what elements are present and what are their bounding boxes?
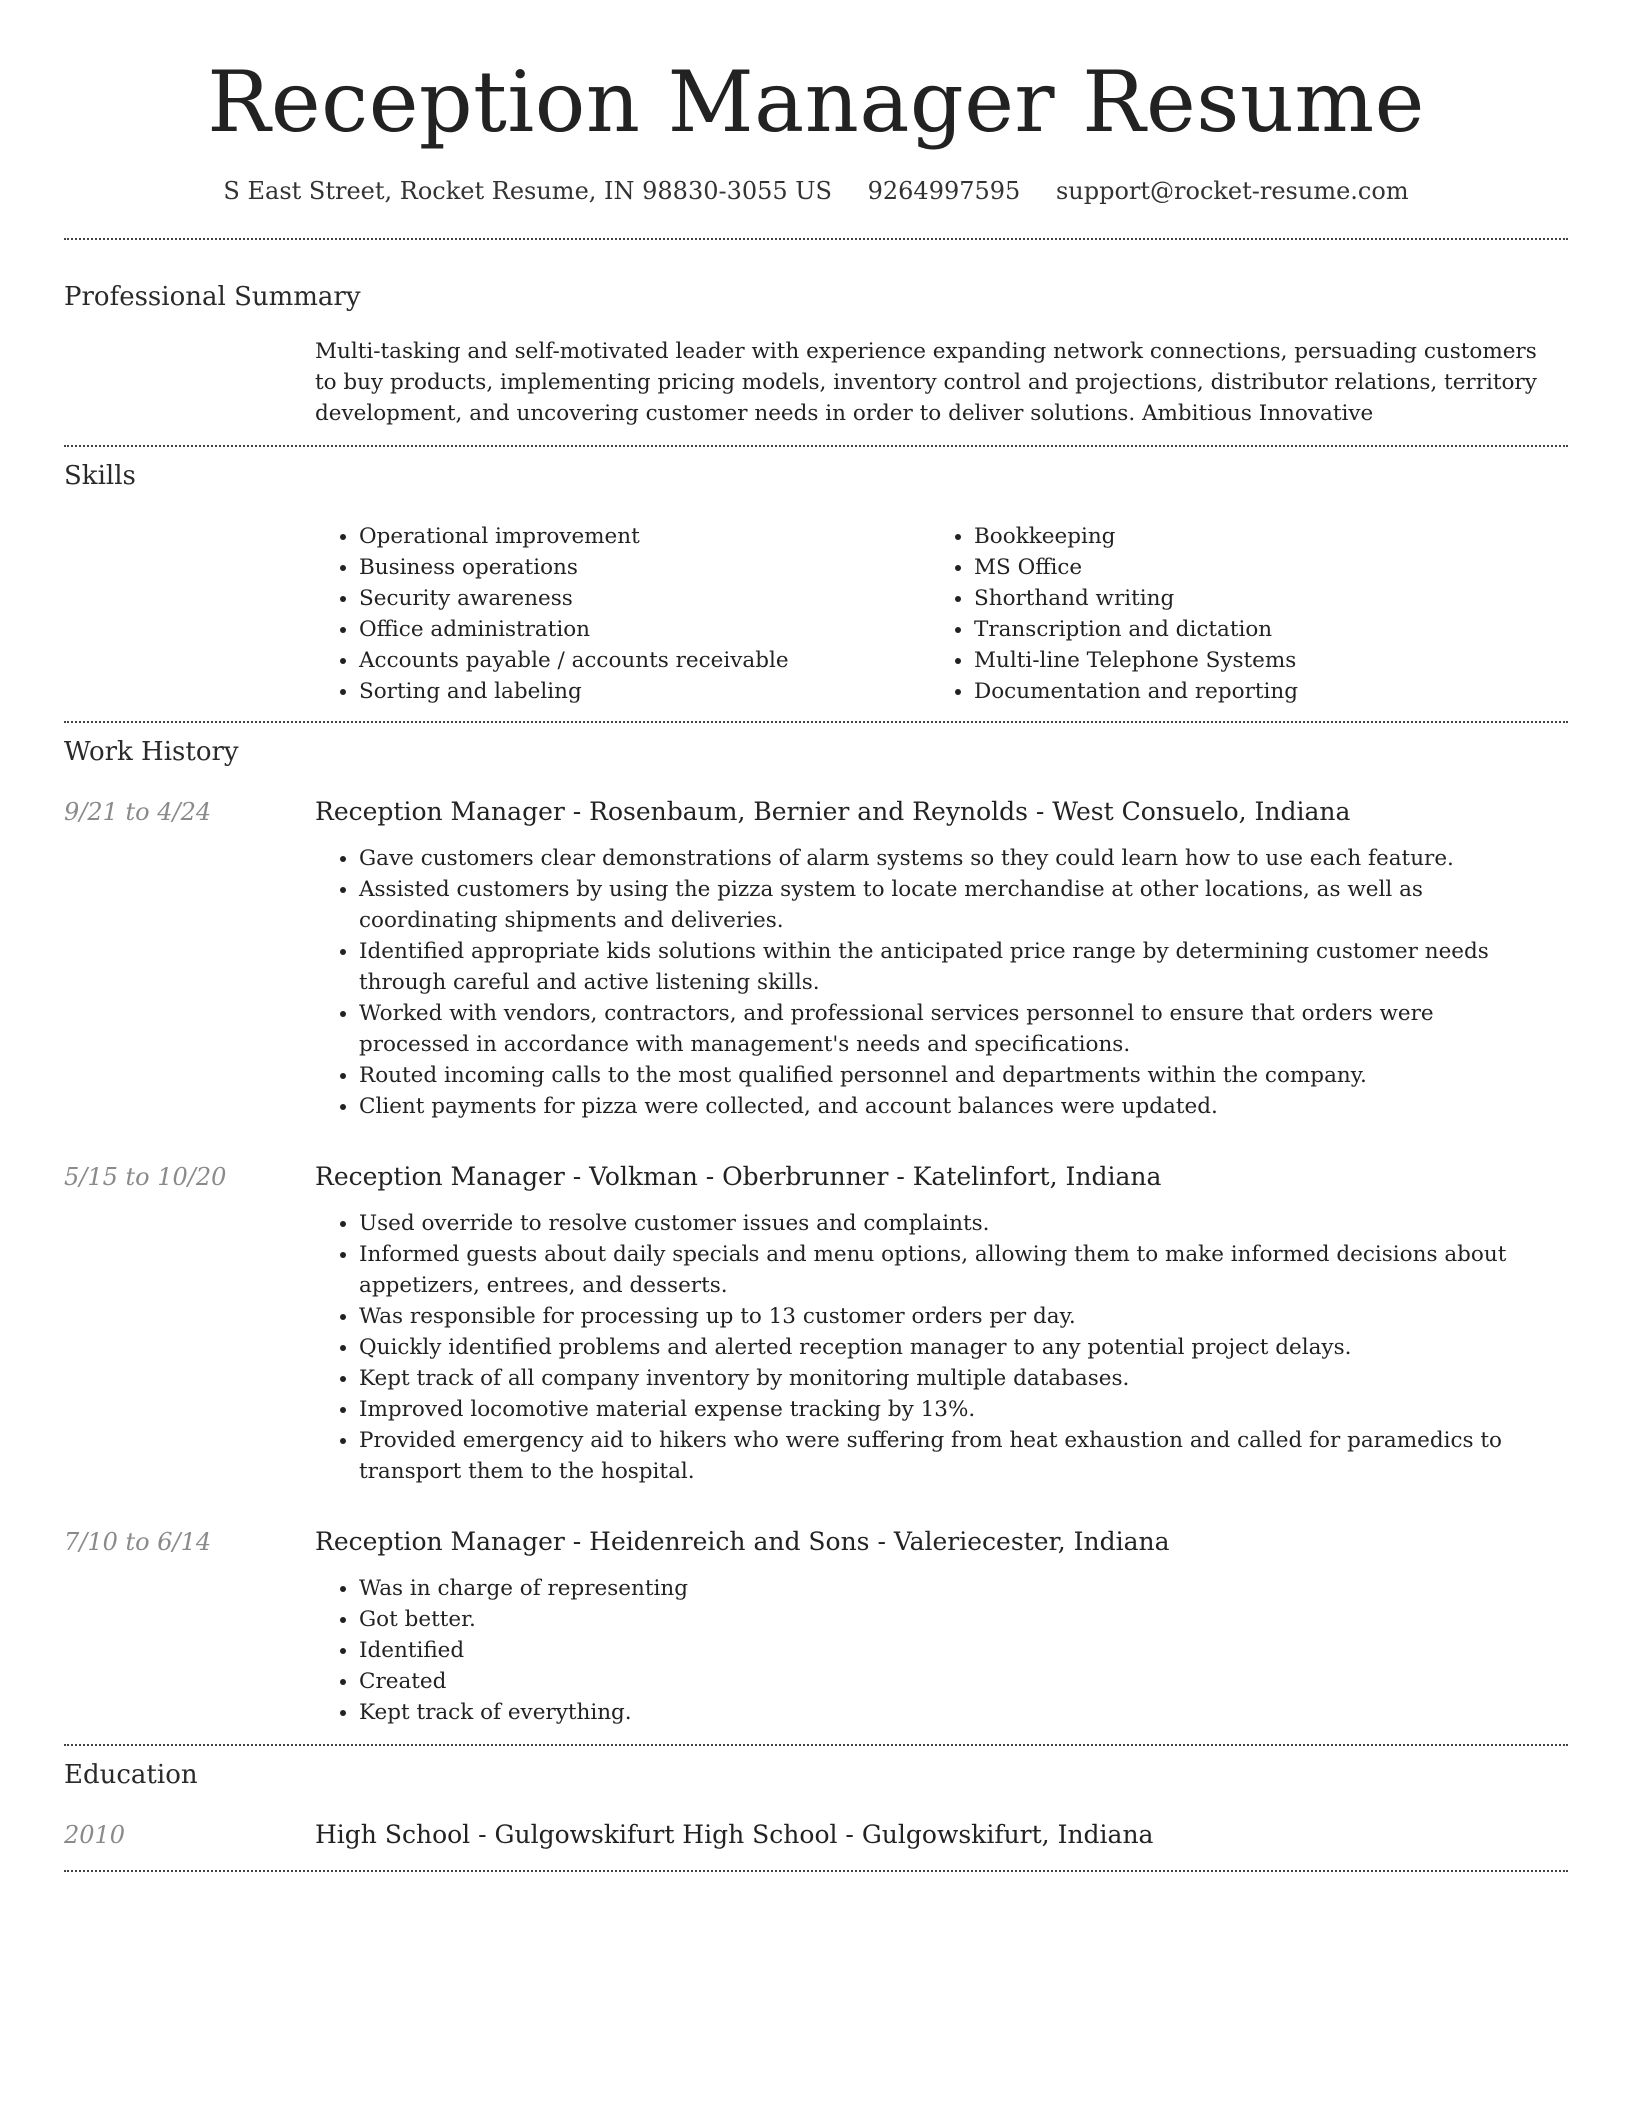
skill-item: • Documentation and reporting [974,676,1545,707]
skill-item: • Sorting and labeling [359,676,930,707]
job-bullet: • Improved locomotive material expense tracking by 13%. [359,1394,1548,1425]
contact-phone: 9264997595 [867,177,1021,205]
contact-email: support@rocket-resume.com [1055,177,1409,205]
job-bullet: • Was responsible for processing up to 13 customer orders per day. [359,1301,1548,1332]
summary-text: Multi-tasking and self-motivated leader with experience expanding network connections, persuading customers to buy products, implementing pricing models, inventory control and projections, distributor relations, territory development, and uncovering customer needs in order to deliver solutions. Ambitious Innovative [315,339,1537,426]
divider [64,1870,1568,1872]
skill-item: • Shorthand writing [974,583,1545,614]
contact-address: S East Street, Rocket Resume, IN 98830-3055 US [223,177,832,205]
job-bullet: • Quickly identified problems and alerted reception manager to any potential project delays. [359,1332,1548,1363]
job-bullet: • Used override to resolve customer issues and complaints. [359,1208,1548,1239]
work-heading: Work History [64,737,239,767]
skill-item: • Security awareness [359,583,930,614]
job-bullets [315,1208,1548,1487]
job-bullet: • Created [359,1666,1548,1697]
job-bullet: • Assisted customers by using the pizza system to locate merchandise at other locations, as well as coordinating shipments and deliveries. [359,874,1548,936]
job-entry [64,1525,1568,1744]
job-dates: 7/10 to 6/14 [64,1528,212,1556]
job-bullet: • Identified [359,1635,1548,1666]
job-heading: Reception Manager - Heidenreich and Sons - Valeriecester, Indiana [315,1527,1170,1556]
summary-heading: Professional Summary [64,282,361,312]
job-entry [64,1160,1568,1487]
resume-page [64,0,1568,1872]
summary-section [64,240,1568,429]
work-section [64,723,1568,1744]
skills-heading: Skills [64,461,136,491]
job-bullet: • Identified appropriate kids solutions within the anticipated price range by determining customer needs through careful and active listening skills. [359,936,1548,998]
skill-item: • Accounts payable / accounts receivable [359,645,930,676]
job-dates: 5/15 to 10/20 [64,1163,227,1191]
skill-item: • Transcription and dictation [974,614,1545,645]
education-entry [64,1818,1568,1852]
job-bullet: • Informed guests about daily specials and menu options, allowing them to make informed decisions about appetizers, entrees, and desserts. [359,1239,1548,1301]
job-list [64,795,1568,1744]
job-dates: 9/21 to 4/24 [64,798,212,826]
skill-item: • Business operations [359,552,930,583]
job-bullet: • Routed incoming calls to the most qualified personnel and departments within the company. [359,1060,1548,1091]
job-bullet: • Kept track of all company inventory by monitoring multiple databases. [359,1363,1548,1394]
job-bullet: • Worked with vendors, contractors, and professional services personnel to ensure that orders were processed in accordance with management's needs and specifications. [359,998,1548,1060]
job-bullet: • Client payments for pizza were collected, and account balances were updated. [359,1091,1548,1122]
education-heading: Education [64,1760,198,1790]
skills-column-left [315,521,930,707]
job-bullet: • Was in charge of representing [359,1573,1548,1604]
skills-section [64,447,1568,707]
resume-title: Reception Manager Resume [207,53,1425,151]
skill-item: • Multi-line Telephone Systems [974,645,1545,676]
job-entry [64,795,1568,1122]
education-heading-line: High School - Gulgowskifurt High School - Gulgowskifurt, Indiana [315,1820,1154,1849]
job-heading: Reception Manager - Volkman - Oberbrunner - Katelinfort, Indiana [315,1162,1162,1191]
skill-item: • Operational improvement [359,521,930,552]
education-year: 2010 [64,1821,126,1849]
education-section [64,1746,1568,1852]
job-bullets [315,843,1548,1122]
skills-columns [315,521,1568,707]
job-bullet: • Gave customers clear demonstrations of alarm systems so they could learn how to use each feature. [359,843,1548,874]
skill-item: • MS Office [974,552,1545,583]
job-bullets [315,1573,1548,1728]
job-bullet: • Provided emergency aid to hikers who were suffering from heat exhaustion and called for paramedics to transport them to the hospital. [359,1425,1548,1487]
contact-line [64,174,1568,208]
skill-item: • Office administration [359,614,930,645]
job-bullet: • Kept track of everything. [359,1697,1548,1728]
skills-column-right [930,521,1545,707]
skill-item: • Bookkeeping [974,521,1545,552]
job-bullet: • Got better. [359,1604,1548,1635]
job-heading: Reception Manager - Rosenbaum, Bernier and Reynolds - West Consuelo, Indiana [315,797,1351,826]
